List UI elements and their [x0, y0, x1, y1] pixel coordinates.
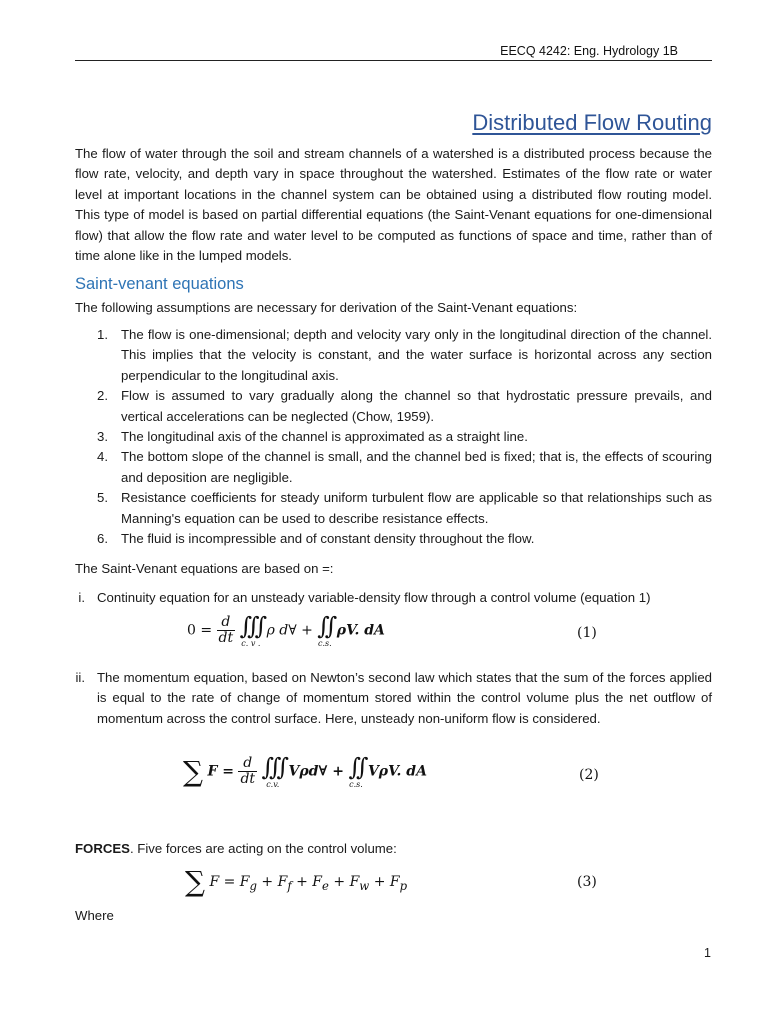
header-text: EECQ 4242: Eng. Hydrology 1B [500, 44, 678, 58]
list-text: Resistance coefficients for steady uniform turbulent flow are applicable so that relationships such as Manning's equation can be used to describe resistance effects. [121, 490, 712, 526]
roman-text: The momentum equation, based on Newton’s second law which states that the sum of the forces applied is equal to the rate of change of momentum stored within the control volume plus the net outflow of momentum across the control surface. Here, unsteady non-uniform flow is considered. [97, 670, 712, 726]
list-item [75, 529, 712, 549]
list-number: 6. [97, 531, 108, 547]
list-item [75, 488, 712, 529]
eq1-cs: c.s. [317, 639, 332, 648]
list-text: The longitudinal axis of the channel is approximated as a straight line. [121, 429, 528, 445]
roman-number: ii. [75, 670, 85, 685]
forces-paragraph [75, 839, 712, 859]
eq2-lhs: F = [207, 763, 234, 780]
eq1-term2: ρV. dA [336, 622, 385, 639]
equation-1 [187, 613, 385, 648]
sigma-icon: ∑ [185, 865, 205, 898]
eq1-dt: dt [218, 630, 234, 646]
eq2-double-integral: ∫∫ c.s. [348, 753, 364, 789]
list-text: Flow is assumed to vary gradually along the channel so that hydrostatic pressure prevails, and vertical accelerations can be neglected (Chow, 1959). [121, 388, 712, 424]
list-item [75, 427, 712, 447]
roman-item-1 [55, 588, 712, 608]
roman-number: i. [78, 590, 85, 605]
assumptions-intro: The following assumptions are necessary for derivation of the Saint-Venant equations: [75, 300, 578, 315]
list-number: 5. [97, 490, 108, 506]
eq3-expr: $F = F_g + F_f + F_e + F_w + F_p$ [209, 873, 408, 893]
forces-text: . Five forces are acting on the control volume: [129, 841, 397, 856]
eq1-derivative [217, 615, 236, 646]
section-heading: Saint-venant equations [75, 275, 244, 293]
sigma-icon: ∑ [183, 755, 203, 788]
eq1-cv: c. v . [241, 639, 261, 648]
eq2-derivative [238, 756, 257, 787]
list-item [75, 386, 712, 427]
list-item [75, 325, 712, 386]
list-number: 1. [97, 327, 108, 342]
equation-2 [183, 754, 427, 789]
eq2-cs: c.s. [349, 780, 363, 789]
forces-label: FORCES [75, 841, 130, 856]
eq2-number: (2) [579, 767, 599, 783]
based-on-text: The Saint-Venant equations are based on =: [75, 561, 334, 576]
eq1-lhs: 0 = [187, 622, 213, 639]
page-title: Distributed Flow Routing [472, 110, 712, 135]
page-header [75, 44, 712, 61]
eq2-d: d [238, 756, 257, 772]
where-text: Where [75, 908, 114, 923]
assumptions-list [75, 325, 712, 549]
intro-paragraph: The flow of water through the soil and stream channels of a watershed is a distributed process because the flow rate, velocity, and depth vary in space throughout the watershed. Estimates of the flow rate or water level at important locations in the channel system can be obtained using a distributed flow routing model. This type of model is based on partial differential equations (the Saint-Venant equations for one-dimensional flow) that allow the flow rate and water level to be computed as functions of space and time, rather than of time alone like in the lumped models. [75, 146, 712, 264]
eq2-term2: VρV. dA [367, 763, 427, 780]
equation-3 [185, 865, 407, 898]
eq3-lhs: F = F [209, 873, 250, 890]
list-text: The flow is one-dimensional; depth and velocity vary only in the longitudinal direction of the channel. This implies that the velocity is constant, and the water surface is horizontal across any section perpendicular to the longitudinal axis. [121, 327, 712, 383]
eq1-number: (1) [577, 625, 597, 641]
eq1-triple-integral: ∫∫∫ c. v . [239, 612, 263, 648]
list-number: 3. [97, 429, 108, 445]
eq2-dt: dt [240, 771, 256, 787]
list-number: 2. [97, 388, 108, 404]
list-item [75, 447, 712, 488]
eq2-term1: Vρd∀ + [288, 763, 345, 780]
eq2-cv: c.v. [266, 780, 280, 789]
eq3-number: (3) [577, 874, 597, 890]
eq1-d: d [217, 615, 236, 631]
page-number: 1 [704, 946, 711, 960]
list-text: The fluid is incompressible and of constant density throughout the flow. [121, 531, 535, 547]
roman-text: Continuity equation for an unsteady variable-density flow through a control volume (equation 1) [97, 590, 651, 605]
list-number: 4. [97, 449, 108, 465]
eq1-term1: ρ d∀ + [266, 622, 313, 639]
eq1-double-integral: ∫∫ c.s. [317, 612, 333, 648]
roman-item-2 [55, 668, 712, 729]
eq2-triple-integral: ∫∫∫ c.v. [261, 753, 285, 789]
list-text: The bottom slope of the channel is small, and the channel bed is fixed; that is, the effects of scouring and deposition are negligible. [121, 449, 712, 485]
